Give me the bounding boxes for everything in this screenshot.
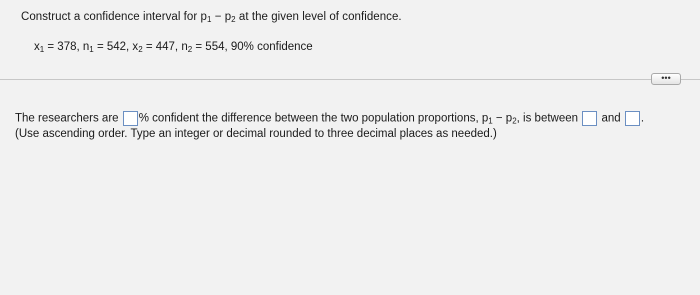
lower-bound-input[interactable] [582, 111, 597, 126]
more-dots-button[interactable] [651, 73, 681, 85]
answer-instruction: (Use ascending order. Type an integer or decimal rounded to three decimal places as needed.) [15, 128, 497, 140]
question-sub2: 2 [231, 15, 236, 24]
section-divider [0, 79, 700, 80]
question-sub1: 1 [206, 15, 212, 24]
given-x2-value: = 447, n [142, 41, 188, 53]
answer-text-4: , is between [516, 112, 582, 125]
given-x1-sub: 1 [39, 45, 45, 54]
answer-text-6: . [640, 112, 645, 125]
answer-text-3: − p [492, 112, 513, 125]
answer-sub2: 2 [512, 116, 517, 126]
question-minus: − p [211, 11, 232, 23]
given-x2-sub: 2 [138, 45, 143, 54]
given-x1-label: x [34, 41, 40, 53]
upper-bound-input[interactable] [625, 111, 640, 126]
given-n1-value: = 542, x [93, 41, 139, 53]
question-prompt [21, 11, 402, 24]
answer-sentence [15, 111, 644, 126]
answer-text-2: % confident the difference between the two population proportions, p [138, 112, 489, 125]
question-suffix: at the given level of confidence. [235, 11, 402, 23]
confidence-level-input[interactable] [123, 111, 138, 126]
more-dots-icon: ••• [661, 73, 671, 83]
given-n1-sub: 1 [89, 45, 94, 54]
question-prefix: Construct a confidence interval for p [21, 11, 207, 23]
given-values [34, 41, 313, 54]
given-n2-sub: 2 [187, 45, 193, 54]
given-x1-value: = 378, n [44, 41, 90, 53]
given-n2-value: = 554, 90% confidence [192, 41, 313, 53]
answer-sub1: 1 [488, 116, 493, 126]
answer-text-5: and [598, 112, 624, 125]
answer-text-1: The researchers are [15, 112, 122, 125]
